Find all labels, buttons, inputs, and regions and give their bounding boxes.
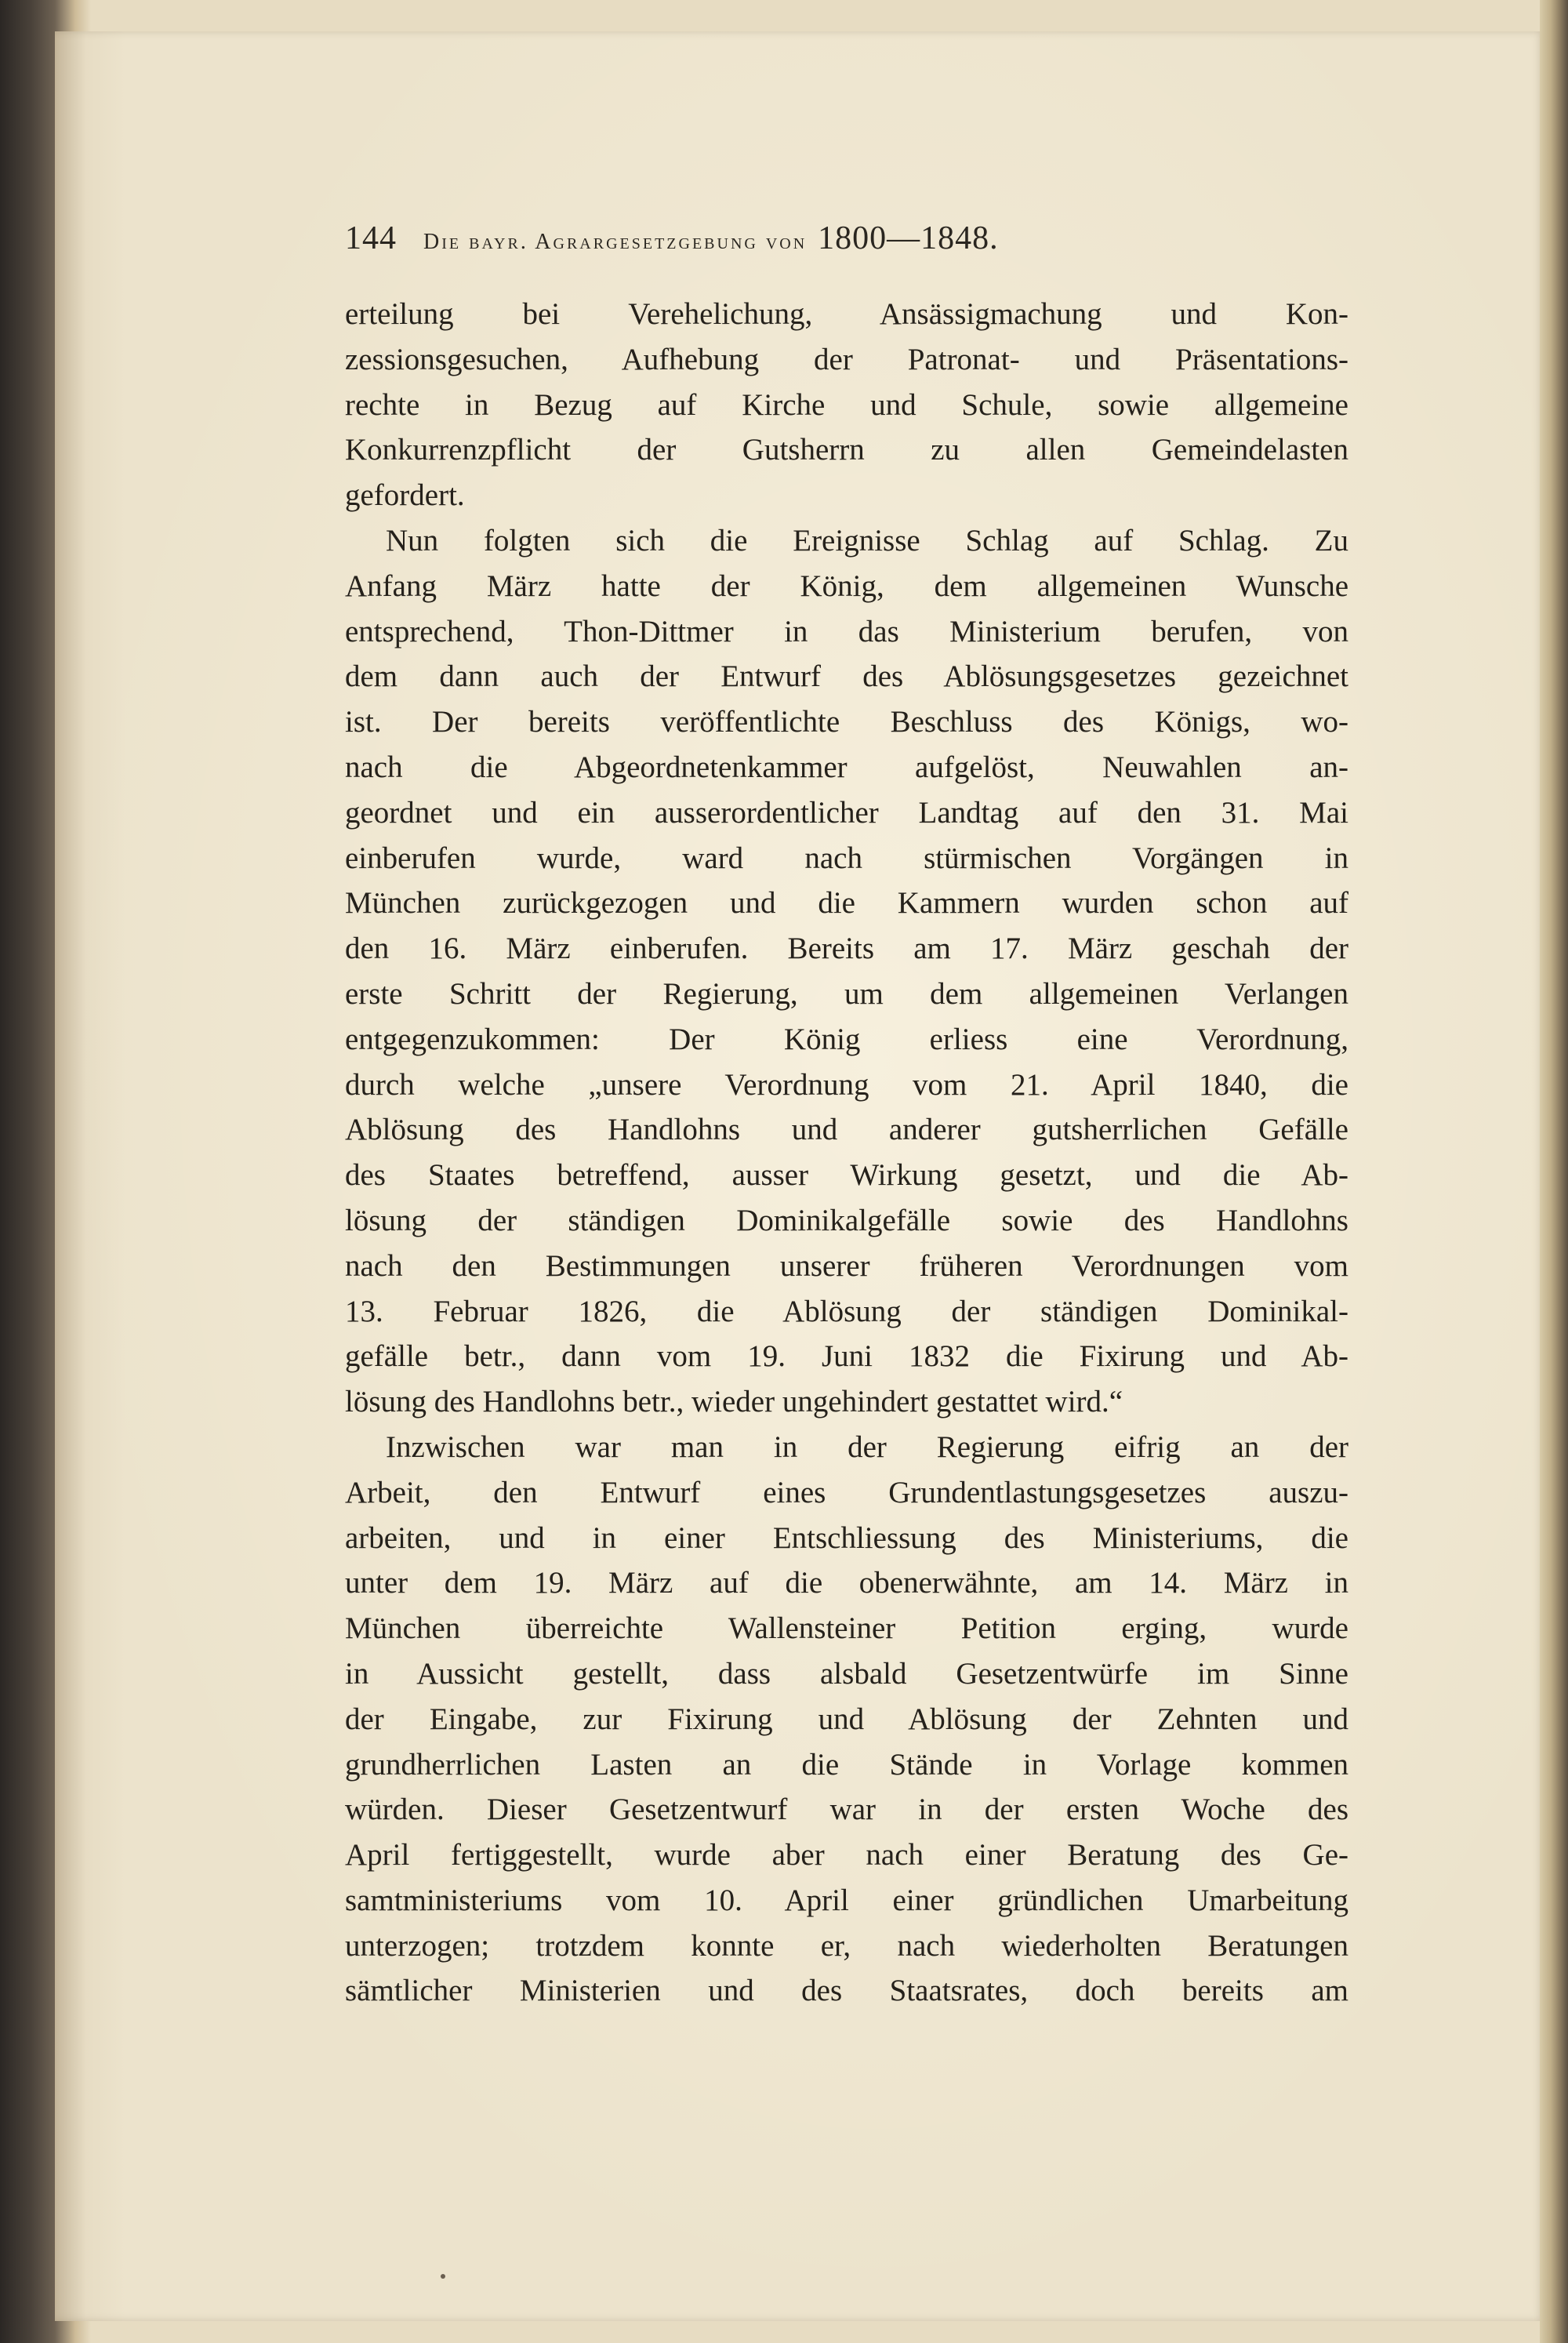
- ink-speck: [441, 2274, 445, 2279]
- text-line: geordnet und ein ausserordentlicher Landtag auf den 31. Mai: [345, 795, 1348, 830]
- text-line: samtministeriums vom 10. April einer gründlichen Umarbeitung: [345, 1883, 1348, 1917]
- page-number: 144: [345, 220, 397, 256]
- body-text: [345, 292, 1348, 2014]
- text-line: April fertiggestellt, wurde aber nach einer Beratung des Ge-: [345, 1838, 1348, 1873]
- text-line: grundherrlichen Lasten an die Stände in Vorlage kommen: [345, 1747, 1348, 1782]
- text-line: sämtlicher Ministerien und des Staatsrates, doch bereits am: [345, 1974, 1348, 2008]
- text-line: erste Schritt der Regierung, um dem allgemeinen Verlangen: [345, 976, 1348, 1011]
- text-line: 13. Februar 1826, die Ablösung der ständigen Dominikal-: [345, 1294, 1348, 1328]
- text-line: arbeiten, und in einer Entschliessung des Ministeriums, die: [345, 1520, 1348, 1555]
- text-line: würden. Dieser Gesetzentwurf war in der ersten Woche des: [345, 1793, 1348, 1827]
- text-line: Ablösung des Handlohns und anderer gutsherrlichen Gefälle: [345, 1113, 1348, 1147]
- text-line: dem dann auch der Entwurf des Ablösungsgesetzes gezeichnet: [345, 659, 1348, 694]
- running-head: [345, 220, 1348, 267]
- text-line: Anfang März hatte der König, dem allgemeinen Wunsche: [345, 568, 1348, 603]
- text-line: unter dem 19. März auf die obenerwähnte, am 14. März in: [345, 1566, 1348, 1600]
- text-line: nach die Abgeordnetenkammer aufgelöst, Neuwahlen an-: [345, 750, 1348, 784]
- running-title: Die bayr. Agrargesetzgebung von: [423, 230, 808, 254]
- text-line: entsprechend, Thon-Dittmer in das Ministerium berufen, von: [345, 614, 1348, 648]
- text-line: lösung der ständigen Dominikalgefälle sowie des Handlohns: [345, 1203, 1348, 1237]
- text-line: einberufen wurde, ward nach stürmischen Vorgängen in: [345, 841, 1348, 875]
- text-line: lösung des Handlohns betr., wieder ungehindert gestattet wird.“: [345, 1385, 1123, 1419]
- text-line: München überreichte Wallensteiner Petition erging, wurde: [345, 1611, 1348, 1646]
- text-line: München zurückgezogen und die Kammern wurden schon auf: [345, 886, 1348, 921]
- text-line: nach den Bestimmungen unserer früheren Verordnungen vom: [345, 1248, 1348, 1283]
- text-line: gefordert.: [345, 478, 465, 513]
- text-line: erteilung bei Verehelichung, Ansässigmachung und Kon-: [345, 297, 1348, 331]
- text-line: Konkurrenzpflicht der Gutsherrn zu allen Gemeindelasten: [345, 433, 1348, 467]
- text-line: des Staates betreffend, ausser Wirkung gesetzt, und die Ab-: [345, 1158, 1348, 1193]
- text-line: Nun folgten sich die Ereignisse Schlag auf Schlag. Zu: [386, 523, 1348, 558]
- text-line: Arbeit, den Entwurf eines Grundentlastungsgesetzes auszu-: [345, 1475, 1348, 1509]
- text-line: rechte in Bezug auf Kirche und Schule, sowie allgemeine: [345, 387, 1348, 422]
- text-line: in Aussicht gestellt, dass alsbald Gesetzentwürfe im Sinne: [345, 1656, 1348, 1691]
- text-line: durch welche „unsere Verordnung vom 21. April 1840, die: [345, 1067, 1348, 1102]
- text-line: zessionsgesuchen, Aufhebung der Patronat- und Präsentations-: [345, 342, 1348, 376]
- page-edge: [1540, 0, 1568, 2343]
- text-line: der Eingabe, zur Fixirung und Ablösung der Zehnten und: [345, 1702, 1348, 1736]
- text-line: den 16. März einberufen. Bereits am 17. März geschah der: [345, 932, 1348, 966]
- text-line: gefälle betr., dann vom 19. Juni 1832 die Fixirung und Ab-: [345, 1339, 1348, 1374]
- running-title-years: 1800—1848.: [818, 220, 999, 256]
- text-line: Inzwischen war man in der Regierung eifrig an der: [386, 1429, 1348, 1464]
- text-line: unterzogen; trotzdem konnte er, nach wiederholten Beratungen: [345, 1928, 1348, 1963]
- text-line: ist. Der bereits veröffentlichte Beschluss des Königs, wo-: [345, 705, 1348, 739]
- text-line: entgegenzukommen: Der König erliess eine Verordnung,: [345, 1022, 1348, 1056]
